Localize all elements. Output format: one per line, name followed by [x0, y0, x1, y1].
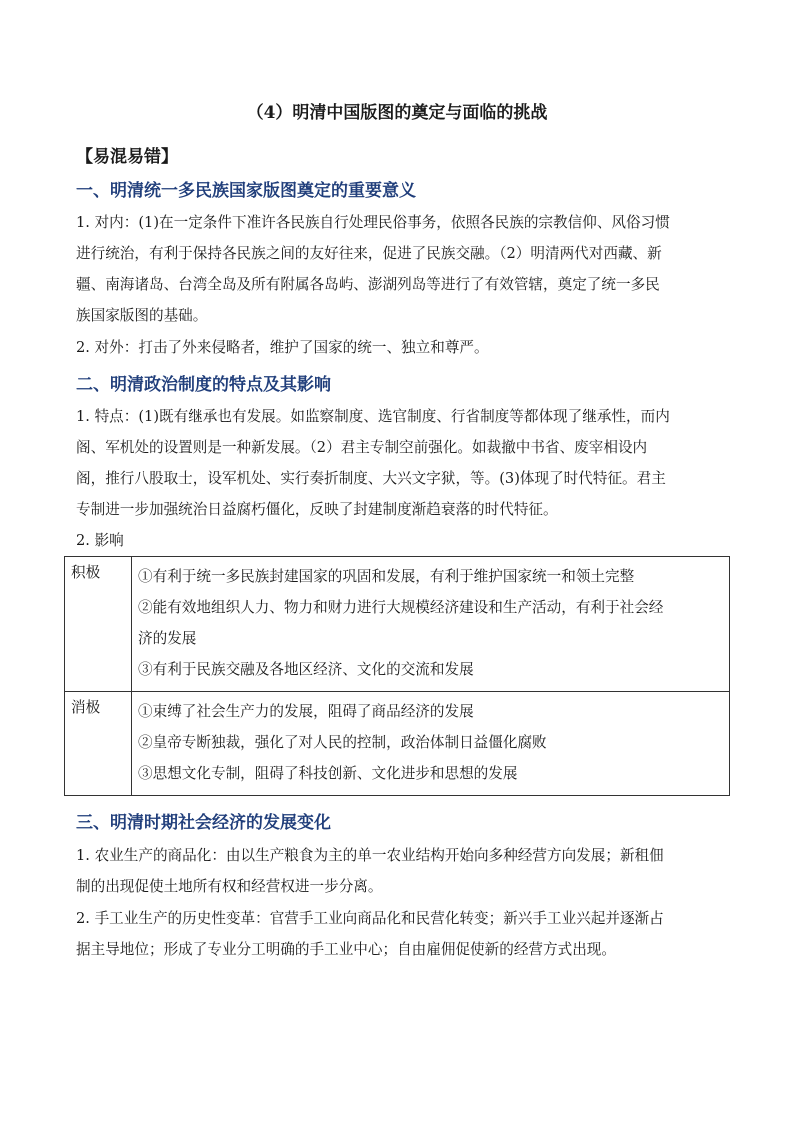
table-row [65, 692, 730, 796]
heading-2: 二、明清政治制度的特点及其影响 [76, 375, 331, 395]
table-item: ③思想文化专制，阻碍了科技创新、文化进步和思想的发展 [138, 765, 518, 782]
text-line: 1. 农业生产的商品化：由以生产粮食为主的单一农业结构开始向多种经营方向发展；新租佃 [76, 847, 664, 864]
positive-label: 积极 [65, 557, 132, 692]
table-item: ②能有效地组织人力、物力和财力进行大规模经济建设和生产活动，有利于社会经 [138, 599, 664, 616]
paragraph-3-2 [76, 903, 726, 965]
heading-3: 三、明清时期社会经济的发展变化 [76, 813, 331, 833]
negative-items [132, 692, 730, 796]
paragraph-1-2 [76, 332, 726, 363]
text-line: 制的出现促使土地所有权和经营权进一步分离。 [76, 878, 383, 895]
text-line: 阁，推行八股取士，设军机处、实行奏折制度、大兴文字狱，等。(3)体现了时代特征。君主 [76, 470, 666, 487]
table-item: ②皇帝专断独裁，强化了对人民的控制，政治体制日益僵化腐败 [138, 734, 547, 751]
paragraph-2-2 [76, 525, 726, 556]
text-line: 族国家版图的基础。 [76, 307, 208, 324]
text-line: 进行统治，有利于保持各民族之间的友好往来，促进了民族交融。（2）明清两代对西藏、新 [76, 245, 662, 262]
text-line: 2. 影响 [76, 532, 124, 549]
table-item: ③有利于民族交融及各地区经济、文化的交流和发展 [138, 661, 474, 678]
text-line: 1. 对内：(1)在一定条件下准许各民族自行处理民俗事务，依照各民族的宗教信仰、风俗习惯 [76, 214, 670, 231]
text-line: 1. 特点：(1)既有继承也有发展。如监察制度、选官制度、行省制度等都体现了继承性，而内 [76, 408, 670, 425]
text-line: 2. 对外：打击了外来侵略者，维护了国家的统一、独立和尊严。 [76, 339, 489, 356]
text-line: 阁、军机处的设置则是一种新发展。（2）君主专制空前强化。如裁撤中书省、废宰相设内 [76, 439, 648, 456]
positive-items [132, 557, 730, 692]
table-item: ①束缚了社会生产力的发展，阻碍了商品经济的发展 [138, 703, 474, 720]
impact-table [64, 556, 730, 796]
heading-1: 一、明清统一多民族国家版图奠定的重要意义 [76, 181, 416, 201]
table-row [65, 557, 730, 692]
table-item: ①有利于统一多民族封建国家的巩固和发展，有利于维护国家统一和领土完整 [138, 568, 635, 585]
paragraph-2-1 [76, 401, 726, 525]
paragraph-3-1 [76, 840, 726, 902]
text-line: 疆、南海诸岛、台湾全岛及所有附属各岛屿、澎湖列岛等进行了有效管辖，奠定了统一多民 [76, 276, 660, 293]
section-tag: 【易混易错】 [76, 147, 178, 167]
paragraph-1-1 [76, 207, 726, 331]
text-line: 据主导地位；形成了专业分工明确的手工业中心；自由雇佣促使新的经营方式出现。 [76, 941, 616, 958]
page-title: （4）明清中国版图的奠定与面临的挑战 [246, 103, 548, 123]
text-line: 2. 手工业生产的历史性变革：官营手工业向商品化和民营化转变；新兴手工业兴起并逐渐占 [76, 910, 664, 927]
text-line: 专制进一步加强统治日益腐朽僵化，反映了封建制度渐趋衰落的时代特征。 [76, 501, 558, 518]
negative-label: 消极 [65, 692, 132, 796]
table-item: 济的发展 [138, 630, 197, 647]
